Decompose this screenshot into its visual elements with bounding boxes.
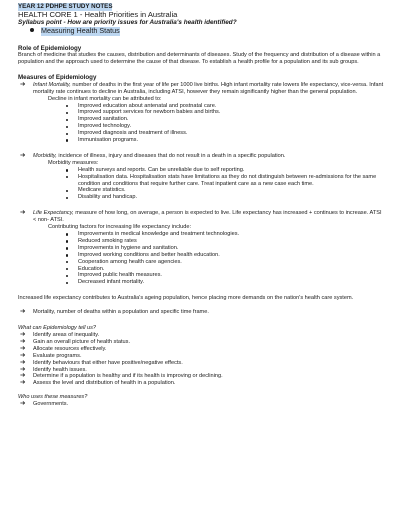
tell-question: What can Epidemiology tell us? (18, 325, 97, 332)
arrow-icon: ➔ (20, 379, 26, 387)
notes-label-text: YEAR 12 PDHPE STUDY NOTES (18, 3, 113, 10)
list-item (18, 353, 384, 360)
spacer (18, 144, 384, 153)
bullet-icon (66, 282, 68, 284)
list-item-text: Identify areas of inequality. (33, 331, 100, 338)
list-item (64, 167, 384, 174)
list-item (64, 279, 384, 286)
morbidity-bullets (18, 167, 384, 202)
arrow-icon: ➔ (20, 344, 26, 352)
measuring-health-heading (30, 27, 384, 36)
list-item-text: Improvements in hygiene and sanitation. (78, 244, 179, 251)
arrow-icon: ➔ (20, 209, 26, 217)
life-bullets (18, 231, 384, 286)
arrow-icon: ➔ (20, 351, 26, 359)
list-item (64, 109, 384, 116)
bullet-icon (66, 169, 68, 171)
list-item (64, 252, 384, 259)
list-item (64, 187, 384, 194)
arrow-icon: ➔ (20, 308, 26, 316)
bullet-icon (66, 139, 68, 141)
list-item-text: Education. (78, 265, 105, 272)
list-item (64, 272, 384, 279)
list-item (64, 259, 384, 266)
morbidity-text: incidence of illness, injury and diseases that do not result in a death in a specific population. (56, 152, 286, 159)
list-item-text: Identify health issues. (33, 366, 87, 373)
morbidity-term: Morbidity, (33, 152, 57, 159)
bullet-icon (66, 268, 68, 270)
spacer (18, 302, 384, 309)
list-item (64, 137, 384, 144)
spacer (18, 387, 384, 394)
infant-mortality-item (18, 82, 384, 96)
bullet-icon (66, 133, 68, 135)
bullet-icon (66, 197, 68, 199)
list-item (64, 194, 384, 201)
bullet-icon (66, 119, 68, 121)
list-item-text: Improved public health measures. (78, 272, 162, 279)
mortality-text: Mortality, number of deaths within a population and specific time frame. (33, 309, 209, 316)
increase-note: Increased life expectancy contributes to Australia's ageing population, hence placing more demands on the nation's health care system. (18, 295, 354, 302)
bullet-icon (66, 261, 68, 263)
list-item-text: Health surveys and reports. Can be unreliable due to self reporting. (78, 166, 245, 173)
list-item-text: Reduced smoking rates (78, 237, 137, 244)
list-item-text: Governments. (33, 401, 69, 408)
syllabus-point: Syllabus point - How are priority issues for Australia's health identified? (18, 19, 237, 27)
list-item-text: Improved education about antenatal and postnatal care. (78, 102, 217, 109)
spacer (18, 316, 384, 325)
life-expectancy-term: Life Expectancy, (33, 210, 74, 217)
list-item-text: Determine if a population is healthy and if its health is improving or declining. (33, 373, 223, 380)
morbidity-sub-heading: Morbidity measures: (48, 159, 99, 166)
life-sub-heading: Contributing factors for increasing life expectancy include: (48, 224, 192, 231)
list-item-text: Identify behaviours that either have positive/negative effects. (33, 359, 183, 366)
list-item (64, 266, 384, 273)
list-item (64, 245, 384, 252)
list-item-text: Disability and handicap. (78, 194, 138, 201)
list-item (18, 373, 384, 380)
bullet-icon (66, 275, 68, 277)
list-item (64, 231, 384, 238)
infant-bullets (18, 103, 384, 144)
measuring-health-text: Measuring Health Status (41, 25, 120, 35)
bullet-icon (66, 254, 68, 256)
mortality-item (18, 309, 384, 316)
list-item-text: Cooperation among health care agencies. (78, 258, 182, 265)
course-title: HEALTH CORE 1 - Health Priorities in Australia (18, 9, 178, 19)
list-item-text: Medicare statistics. (78, 187, 126, 194)
list-item-text: Decreased infant mortality. (78, 279, 145, 286)
list-item-text: Improved diagnosis and treatment of illness. (78, 130, 188, 137)
who-question: Who uses these measures? (18, 394, 88, 401)
list-item (18, 401, 384, 408)
role-body: Branch of medicine that studies the causes, distribution and determinants of diseases. Study of the frequency and distribution of a disease within a population and the approach used to determine the cause of that disease. To establish a health profile for a population and its sub groups. (18, 52, 381, 66)
infant-sub-heading: Decline in infant mortality can be attributed to: (48, 95, 162, 102)
list-item (64, 103, 384, 110)
list-item-text: Hospitalisation data. Hospitalisation stats have limitations as they do not distinguish between re-admissions for the same condition and conditions that require further care. Treat inpatient care as a new case each time. (78, 173, 377, 187)
spacer (18, 201, 384, 210)
list-item-text: Evaluate programs. (33, 352, 82, 359)
infant-mortality-term: Infant Mortality, (33, 81, 71, 88)
list-item-text: Gain an overall picture of health status. (33, 338, 131, 345)
list-item (18, 367, 384, 374)
infant-mortality-text: number of deaths in the first year of life per 1000 live births. High infant mortality rate lowers life expectancy, vice-versa. Infant mortality rate continues to decline in Australia, including ATSI, however they remain significantly higher than the general population. (33, 81, 384, 95)
list-item (18, 360, 384, 367)
role-title: Role of Epidemiology (18, 44, 82, 52)
list-item (64, 123, 384, 130)
bullet-icon (66, 112, 68, 114)
list-item (64, 238, 384, 245)
life-expectancy-item (18, 210, 384, 224)
arrow-icon: ➔ (20, 372, 26, 380)
bullet-icon (66, 105, 68, 107)
arrow-icon: ➔ (20, 400, 26, 408)
measures-title: Measures of Epidemiology (18, 74, 97, 82)
list-item (18, 332, 384, 339)
list-item (18, 346, 384, 353)
list-item-text: Allocate resources effectively. (33, 345, 107, 352)
bullet-icon (66, 233, 68, 235)
arrow-icon: ➔ (20, 365, 26, 373)
list-item (64, 116, 384, 123)
life-expectancy-text: measure of how long, on average, a person is expected to live. Life expectancy has increased + continues to increase. ATSI < non- ATSI. (33, 210, 382, 224)
bullet-icon (66, 240, 68, 242)
arrow-icon: ➔ (20, 80, 26, 88)
arrow-icon: ➔ (20, 358, 26, 366)
bullet-icon (66, 247, 68, 249)
arrow-icon: ➔ (20, 337, 26, 345)
spacer (18, 286, 384, 295)
list-item (64, 174, 384, 188)
arrow-icon: ➔ (20, 151, 26, 159)
arrow-icon: ➔ (20, 330, 26, 338)
bullet-dot-icon (30, 28, 34, 32)
list-item-text: Improvements in medical knowledge and treatment technologies. (78, 231, 240, 237)
bullet-icon (66, 126, 68, 128)
list-item (18, 339, 384, 346)
list-item-text: Improved technology. (78, 123, 132, 130)
list-item-text: Immunisation programs. (78, 137, 138, 144)
bullet-icon (66, 190, 68, 192)
bullet-icon (66, 176, 68, 178)
list-item-text: Assess the level and distribution of health in a population. (33, 380, 176, 387)
list-item-text: Improved working conditions and better health education. (78, 251, 220, 258)
list-item-text: Improved support services for newborn babies and births. (78, 109, 221, 116)
list-item (64, 130, 384, 137)
list-item (18, 380, 384, 387)
morbidity-item (18, 153, 384, 160)
list-item-text: Improved sanitation. (78, 116, 129, 123)
